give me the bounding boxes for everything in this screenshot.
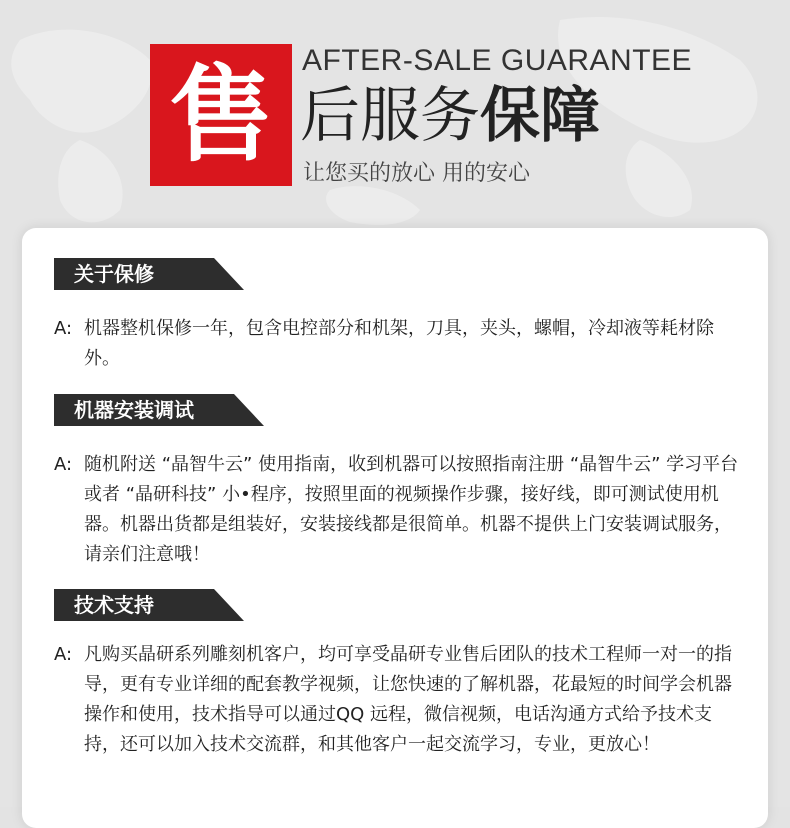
answer-text: 随机附送 “晶智牛云” 使用指南，收到机器可以按照指南注册 “晶智牛云” 学习平台或者 “晶研科技” 小•程序，按照里面的视频操作步骤，接好线，即可测试使用机器。机器出货都是组装好，安装接线都是很简单。机器不提供上门安装调试服务，请亲们注意哦！ [84,454,739,565]
answer-prefix: A: [54,454,73,475]
section-header-support [54,589,244,621]
title-chinese-light: 后服务 [300,81,480,151]
title-chinese [300,80,600,152]
after-sale-badge: 售 [150,44,292,186]
section-answer-installation [54,450,744,570]
answer-text: 机器整机保修一年，包含电控部分和机架，刀具，夹头，螺帽，冷却液等耗材除外。 [84,318,714,369]
subtitle: 让您买的放心 用的安心 [303,161,530,186]
answer-prefix: A: [54,644,73,665]
answer-text: 凡购买晶研系列雕刻机客户，均可享受晶研专业售后团队的技术工程师一对一的指导，更有专业详细的配套教学视频，让您快速的了解机器，花最短的时间学会机器操作和使用，技术指导可以通过QQ 远程，微信视频，电话沟通方式给予技术支持，还可以加入技术交流群，和其他客户一起交流学习，专业，更放心！ [84,644,732,755]
title-english: AFTER-SALE GUARANTEE [302,44,693,77]
section-answer-support [54,640,744,760]
section-header-warranty [54,258,244,290]
answer-prefix: A: [54,318,73,339]
title-chinese-bold: 保障 [480,81,600,151]
section-title: 技术支持 [74,593,154,617]
section-title: 机器安装调试 [74,398,194,422]
section-header-installation [54,394,244,426]
section-title: 关于保修 [74,262,154,286]
section-answer-warranty [54,314,744,374]
